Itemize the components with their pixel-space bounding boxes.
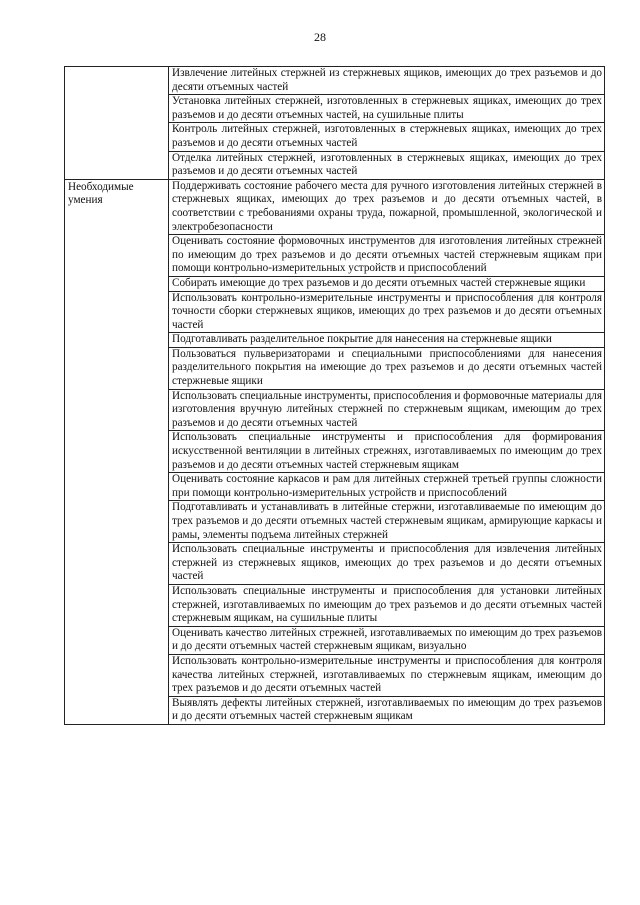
skill-cell: Использовать специальные инструменты и приспособления для установки литейных стержней, изготавливаемых по имеющим до трех разъемов и до десяти отъемных частей стержневым ящикам, на сушильные плиты bbox=[169, 584, 605, 626]
skill-cell: Использовать специальные инструменты и приспособления для извлечения литейных стержней из стержневых ящиков, имеющих до трех разъемов и до десяти отъемных частей bbox=[169, 543, 605, 585]
skill-cell: Использовать специальные инструменты и приспособления для формирования искусственной вентиляции в литейных стрежнях, изготавливаемых по имеющим до трех разъемов и до десяти отъемных частей стержневым ящикам bbox=[169, 431, 605, 473]
skill-cell: Пользоваться пульверизаторами и специальными приспособлениями для нанесения разделительного покрытия на имеющие до трех разъемов и до десяти отъемных частей стержневые ящики bbox=[169, 347, 605, 389]
table-row bbox=[65, 67, 605, 95]
skill-cell: Подготавливать разделительное покрытие для нанесения на стержневые ящики bbox=[169, 333, 605, 348]
labor-action-cell: Извлечение литейных стержней из стержневых ящиков, имеющих до трех разъемов и до десяти отъемных частей bbox=[169, 67, 605, 95]
qualification-table bbox=[64, 66, 605, 725]
labor-action-cell: Контроль литейных стержней, изготовленных в стержневых ящиках, имеющих до трех разъемов и до десяти отъемных частей bbox=[169, 123, 605, 151]
skill-cell: Использовать специальные инструменты, приспособления и формовочные материалы для изготовления вручную литейных стержней по стержневым ящикам, имеющим до трех разъемов и до десяти отъемных частей bbox=[169, 389, 605, 431]
empty-label-cell bbox=[65, 67, 169, 180]
skill-cell: Использовать контрольно-измерительные инструменты и приспособления для контроля качества литейных стержней, изготавливаемых по стержневым ящикам, имеющим до трех разъемов и до десяти отъемных частей bbox=[169, 654, 605, 696]
skill-cell: Оценивать качество литейных стрежней, изготавливаемых по имеющим до трех разъемов и до десяти отъемных частей стержневым ящикам, визуально bbox=[169, 626, 605, 654]
labor-action-cell: Установка литейных стержней, изготовленных в стержневых ящиках, имеющих до трех разъемов и до десяти отъемных частей, на сушильные плиты bbox=[169, 95, 605, 123]
table-row bbox=[65, 179, 605, 234]
skill-cell: Поддерживать состояние рабочего места для ручного изготовления литейных стержней в стержневых ящиках, имеющих до трех разъемов и до десяти отъемных частей, в соответствии с требованиями охраны труда, пожарной, промышленной, экологической и электробезопасности bbox=[169, 179, 605, 234]
skill-cell: Выявлять дефекты литейных стержней, изготавливаемых по имеющим до трех разъемов и до десяти отъемных частей стержневым ящикам bbox=[169, 696, 605, 724]
skill-cell: Использовать контрольно-измерительные инструменты и приспособления для контроля точности сборки стержневых ящиков, имеющих до трех разъемов и до десяти отъемных частей bbox=[169, 291, 605, 333]
labor-action-cell: Отделка литейных стержней, изготовленных в стержневых ящиках, имеющих до трех разъемов и до десяти отъемных частей bbox=[169, 151, 605, 179]
skill-cell: Оценивать состояние формовочных инструментов для изготовления литейных стрежней по имеющим до трех разъемов и до десяти отъемных частей стержневым ящикам при помощи контрольно-измерительных устройств и приспособлений bbox=[169, 235, 605, 277]
skill-cell: Собирать имеющие до трех разъемов и до десяти отъемных частей стержневые ящики bbox=[169, 276, 605, 291]
skill-cell: Оценивать состояние каркасов и рам для литейных стержней третьей группы сложности при помощи контрольно-измерительных устройств и приспособлений bbox=[169, 473, 605, 501]
page-number: 28 bbox=[314, 30, 326, 44]
skill-cell: Подготавливать и устанавливать в литейные стержни, изготавливаемые по имеющим до трех разъемов и до десяти отъемных частей стержневым ящикам, армирующие каркасы и рамы, элементы подъема литейных стержней bbox=[169, 501, 605, 543]
skills-label-cell: Необходимые умения bbox=[65, 179, 169, 724]
